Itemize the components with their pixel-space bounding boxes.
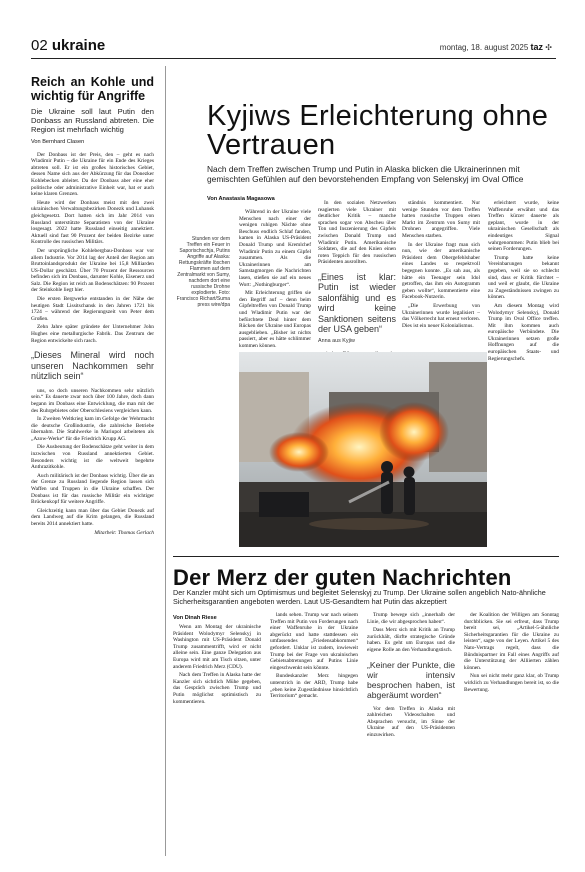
body-paragraph: In den sozialen Netzwerken reagierten viele Ukrainer mit deutlicher Kritik – manche sprachen sogar von Abscheu über Ton und Inszenierung des Gipfels zwischen Donald Trump und Wladimir Putin. Amerikanische Soldaten, die auf den Knien einen roten Teppich für den russischen Präsidenten ausrollten. bbox=[318, 200, 396, 266]
left-pull-quote: „Dieses Mineral wird noch unseren Nachkommen sehr nützlich sein“ bbox=[31, 350, 154, 382]
header-rule bbox=[31, 58, 556, 59]
body-paragraph: Nach dem Treffen in Alaska hatte der Kanzler sich sichtlich Mühe gegeben, das Gespräch zwischen Trump und Putin möglichst optimistisch zu kommentieren. bbox=[173, 672, 261, 705]
body-paragraph: Zehn Jahre später gründete der Unternehmer John Hughes eine metallurgische Fabrik. Das Zentrum der Region entwickelte sich rasch. bbox=[31, 324, 154, 344]
taz-paw-icon: ✣ bbox=[545, 43, 552, 52]
bottom-col-2 bbox=[270, 612, 358, 859]
section-rule bbox=[173, 556, 559, 557]
left-subhead: Die Ukraine soll laut Putin den Donbass an Russland abtreten. Die Region ist mehrfach wichtig bbox=[31, 107, 154, 134]
body-paragraph: Auch militärisch ist der Donbass wichtig. Über die an der Grenze zu Russland liegende Region lassen sich Waffen und Truppen in die Ukraine schaffen. Der Donbass ist für das russische Militär ein wichtiger Brückenkopf für weitere Angriffe. bbox=[31, 472, 154, 506]
body-paragraph: Bundeskanzler Merz hingegen unterstrich in der ARD, Trump habe „eben keine Zugeständnisse hinsichtlich Territorium“ gemacht. bbox=[270, 673, 358, 700]
top-pull-quote: „Eines ist klar: Putin ist wieder salonfähig und es wird keine Sanktionen seitens der USA geben“ bbox=[318, 271, 396, 335]
top-col-4 bbox=[488, 200, 559, 545]
bottom-headline: Der Merz der guten Nachrichten bbox=[173, 565, 512, 590]
body-paragraph: Nun sei nicht mehr ganz klar, ob Trump wirklich zu Verhandlungen bereit ist, so die Bewertung. bbox=[464, 673, 559, 693]
body-paragraph: Die Ausbeutung der Bodenschätze geht weiter in dem inzwischen von Russland annektierten Gebiet. Besonders wichtig ist die weltweit begehrte Anthrazitkohle. bbox=[31, 444, 154, 471]
left-credit: Mitarbeit: Thomas Gerlach bbox=[94, 529, 154, 536]
body-paragraph: In Zweiten Weltkrieg kam im Gefolge der Wehrmacht die deutsche Großindustrie, die zahlreiche Betriebe übernahm. Die Stahlwerke in Mariupol arbeiteten als „Azow-Werke“ für die Friedrich Krupp AG. bbox=[31, 416, 154, 442]
top-col-3 bbox=[402, 200, 480, 350]
body-paragraph: Heute wird der Donbass meist mit den zwei ukrainischen Verwaltungsbezirken Donezk und Luhansk gleichgesetzt. Dort hatten sich im Jahr 2014 von Russland unterstützte Separatisten von der Ukraine losgesagt. 2022 hatte Russland einseitig annektiert. Aktuell sind fast 90 Prozent der beiden Bezirke unter Kontrolle des russischen Militärs. bbox=[31, 199, 154, 246]
top-col-2 bbox=[318, 200, 396, 350]
bottom-col-3 bbox=[367, 612, 455, 859]
body-paragraph: erleichtert wurde, keine Waffenruhe erwähnt und das Treffen kürzer dauerte als geplant, wurde in der ukrainischen Gesellschaft als eindeutiges Signal wahrgenommen: Putin blieb bei seinen Forderungen. bbox=[488, 200, 559, 253]
body-paragraph: „Die Erwerbung von Ukrainerinnen wurde legalisiert – das Völkerrecht hat erneut verloren. Dies ist ein neuer Kolonialismus. bbox=[402, 302, 480, 329]
issue-date: montag, 18. august 2025 bbox=[439, 43, 529, 52]
body-paragraph: Dass Merz sich mit Kritik an Trump zurückhält, dürfte strategische Gründe haben. Es geht um Europas und die eigene Rolle an den Verhandlungstisch. bbox=[367, 627, 455, 653]
fire-scene-image bbox=[239, 352, 487, 547]
top-byline bbox=[207, 196, 275, 202]
column-divider bbox=[165, 66, 166, 856]
bottom-col-1 bbox=[173, 624, 261, 859]
page-header-right bbox=[440, 42, 552, 52]
body-paragraph: Die ersten Bergwerke entstanden in der Nähe der heutigen Stadt Lissitschansk in den Jahren 1721 bis 1724 – während der Regierungszeit von Peter dem Großen. bbox=[31, 296, 154, 322]
body-paragraph: uns, so doch unseren Nachkommen sehr nützlich sein.“ Es dauerte zwar noch über 100 Jahre, doch dann begann im Donbass eine Entwicklung, die man mit der des Ruhrgebietes oder Oberschlesiens vergleichen kann. bbox=[31, 387, 154, 414]
body-paragraph: Trump bewege sich „innerhalb der Linie, die wir abgesprochen haben“. bbox=[367, 612, 455, 625]
fire-photo bbox=[239, 352, 487, 547]
body-paragraph: In der Ukraine fragt man sich nun, wie der amerikanische Präsident dem Obergefehlshaber eines Landes so respektvoll begegnen konnte. „Es sah aus, als hätte ein Teenager sein Idol getroffen, das ihm ein Autogramm geben wollte“, kommentierte eine Facebook-Nutzerin. bbox=[402, 241, 480, 301]
bottom-subhead: Der Kanzler müht sich um Optimismus und begleitet Selenskyj zu Trump. Der Ukraine sollen angeblich Nato-ähnliche Sicherheitsgarantien angeboten werden. Laut US-Gesandtem hat Putin das akzeptiert bbox=[173, 588, 546, 606]
body-paragraph: ständnis kommentiert. Nur wenige Stunden vor dem Treffen hatten russische Truppen einen Markt im Zentrum von Sumy mit Drohnen angegriffen. Viele Menschen starben. bbox=[402, 200, 480, 239]
section-title: ukraine bbox=[51, 37, 106, 54]
body-paragraph: Der ursprüngliche Kohlebergbau-Donbass war vor allem Industrie. Vor 2014 lag der Anteil der Region am Bruttoinlandsprodukt der Ukraine bei 15,8 Milliarden US-Dollar geschätzt. Über 70 Prozent der Ressourcen befinden sich im Donbass, darunter Kohle, Eisenerz und Salz. Die Region ist reich an Bodenschätzen: 90 Prozent der Steinkohle liegt hier. bbox=[31, 247, 154, 294]
body-paragraph: Am diesem Montag wird Wolodymyr Selenskyj, Donald Trump im Oval Office treffen. Mit ihm kommen auch europäische Verbündete. Die Ukrainerinnen setzen große Hoffnungen auf die europäischen Staats- und Regierungschefs. bbox=[488, 302, 559, 362]
body-paragraph: Wenn am Montag der ukrainische Präsident Wolodymyr Selenskyj in Washington mit US-Präsident Donald Trump zusammentrifft, wird er nicht alleine sein. Eine ganze Delegation aus Europa wird mit am Tisch sitzen, unter anderem Friedrich Merz (CDU). bbox=[173, 624, 261, 670]
body-paragraph: Während in der Ukraine viele Menschen nach einer der wenigen ruhigen Nächte ohne Beschuss endlich Schlaf fanden, kamen in Alaska US-Präsident Donald Trump und Kremlchef Wladimir Putin zu einem Gipfel zusammen. Als die Ukrainerinnen am Samstagmorgen die Nachrichten lasen, stießen sie auf ein neues Wort: „Nothingburger“. bbox=[239, 209, 311, 288]
bottom-col-4 bbox=[464, 612, 559, 859]
top-headline: Kyjiws Erleichterung ohne Vertrauen bbox=[207, 100, 549, 161]
top-subhead: Nach dem Treffen zwischen Trump und Putin in Alaska blicken die Ukrainerinnen mit gemischten Gefühlen auf den bevorstehenden Empfang von Selenskyj im Oval Office bbox=[207, 164, 524, 184]
body-paragraph: Mit Erleichterung griffen sie den Begriff auf – denn beim Gipfeltreffen von Donald Trump und Wladimir Putin war der befürchtete Deal hinter dem Rücken der Ukraine und Europas ausgeblieben. „Bisher ist nichts passiert, aber es hätte schlimmer kommen können. bbox=[239, 290, 311, 349]
body-paragraph: Der Donbass ist der Preis, den – geht es nach Wladimir Putin – die Ukraine für ein Ende des Krieges abtreten soll. Er ist ein großes historisches Gebiet, dessen Name sich aus der Abkürzung für das Donezker Kohlebecken ableitet. Da der Donbass aber eine eher politische oder administrative Einheit war, hat er auch keine klaren Grenzen. bbox=[31, 151, 154, 198]
page-header-left bbox=[31, 37, 105, 54]
left-byline: Von Bernhard Clasen bbox=[31, 139, 85, 145]
left-headline: Reich an Kohle und wichtig für Angriffe bbox=[31, 75, 154, 103]
body-paragraph: der Koalition der Willigen am Sonntag durchblicken. Sie sei erfreut, dass Trump bereit sei, „Artikel-5-ähnliche Sicherheitsgarantien für die Ukraine zu leisten“, sagte von der Leyen. Artikel 5 des Nato-Vertrags regelt, dass die Bündnispartner im Fall eines Angriffs auf die Unterstützung der Alliierten zählen können. bbox=[464, 612, 559, 671]
bottom-byline bbox=[173, 615, 217, 621]
photo-caption: Stunden vor dem Treffen ein Feuer in Saporischschja, Putins Angriffe auf Alaska: Rettungskräfte löschen Flammen auf dem Zentralmarkt von Sumy, nachdem dort eine russische Drohne explodierte. Foto: Francisco Richart/Suma press wire/dpa bbox=[176, 236, 230, 308]
body-paragraph: lands sehen. Trump war nach seinem Treffen mit Putin von Forderungen nach einer Waffenruhe in der Ukraine abgerückt und hatte stattdessen ein umfassendes „Friedensabkommen“ gefordert. Unklar ist zudem, inwieweit Trump bei der Frage von ukrainischen Gebietsabtretungen auf Putins Linie eingeschwenkt sein könnte. bbox=[270, 612, 358, 671]
page-number: 02 bbox=[31, 37, 48, 54]
body-paragraph: Trump hatte keine Vereinbarungen bekannt gegeben, weil sie so schlecht sind, dass er Kritik fürchtet – und weil er glaubt, die Ukraine zu Zugeständnissen zwingen zu können. bbox=[488, 254, 559, 301]
top-col-1 bbox=[239, 209, 311, 349]
pull-quote-attribution: Anna aus Kyjiw bbox=[318, 337, 355, 344]
byline-text: Von Anastasia Magasowa bbox=[207, 196, 275, 202]
taz-logo: taz bbox=[530, 42, 544, 52]
left-article bbox=[31, 76, 154, 536]
body-paragraph: Gleichzeitig kann man über das Gebiet Donezk auf dem Landweg auf die Krim gelangen, die Russland bereits 2014 annektiert hatte. bbox=[31, 507, 154, 527]
body-paragraph: Vor dem Treffen in Alaska mit zahlreichen Videoschalten und Absprachen versucht, im Sinne der Ukraine auf den US-Präsidenten einzuwirken. bbox=[367, 705, 455, 738]
byline-text: Von Dinah Riese bbox=[173, 615, 217, 621]
bottom-pull-quote: „Keiner der Punkte, die wir intensiv besprochen haben, ist abgeräumt worden“ bbox=[367, 659, 455, 700]
